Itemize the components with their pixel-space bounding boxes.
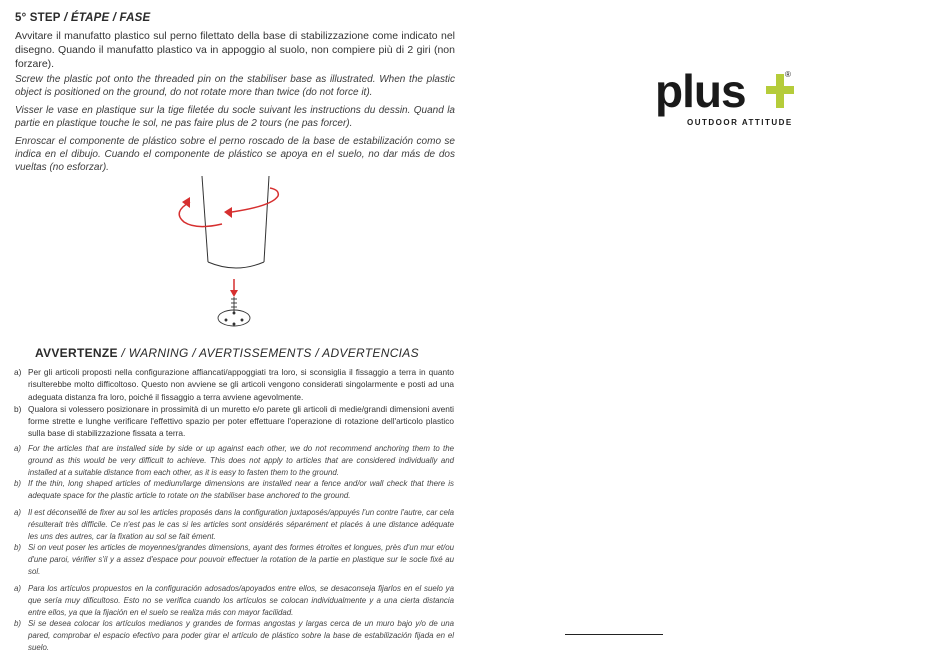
warnings-english xyxy=(14,443,454,502)
instruction-italian: Avvitare il manufatto plastico sul perno filettato della base di stabilizzazione come indicato nel disegno. Quando il manufatto plastico va in appoggio al suolo, non compiere più di 2 giri (non forzare). xyxy=(15,30,455,70)
note-text: Per gli articoli proposti nella configurazione affiancati/appoggiati tra loro, si sconsiglia il fissaggio a terra in quanto risulterebbe molto difficoltoso. Questo non avviene se gli articoli vengono considerati singolarmente e posti ad una adeguata distanza fra loro, poiché il fissaggio a terra avviene agevolmente. xyxy=(28,367,454,402)
note-label: b) xyxy=(14,403,22,414)
down-arrowhead xyxy=(230,290,238,297)
note-label: b) xyxy=(14,619,22,629)
note-text: If the thin, long shaped articles of medium/large dimensions are installed near a fence and/or wall check that there is adequate space for the plastic article to rotate on the stabiliser base anchored to the ground. xyxy=(28,479,454,501)
note-label: b) xyxy=(14,479,22,489)
warnings-title xyxy=(35,346,419,360)
step-number: 5° STEP xyxy=(15,12,61,24)
assembly-illustration xyxy=(160,172,290,332)
rotation-arrows xyxy=(179,188,278,227)
warnings-italian xyxy=(14,366,454,440)
instruction-spanish: Enroscar el componente de plástico sobre el perno roscado de la base de estabilización como se indica en el dibujo. Cuando el componente de plástico se apoya en el suelo, no dar más de dos vueltas (no esforzar). xyxy=(15,136,455,173)
note-item xyxy=(14,443,454,478)
step-title-translations: / ÉTAPE / FASE xyxy=(60,12,151,24)
note-item xyxy=(14,366,454,403)
warnings-french xyxy=(14,507,454,578)
note-item xyxy=(14,478,454,502)
note-text: Il est déconseillé de fixer au sol les articles proposés dans la configuration juxtaposés/appuyés l'un contre l'autre, car cela résulterait très difficile. Ce n'est pas le cas si les articles sont onsidérés séparément et placés à une distance adéquate les uns des autres, car la fixation au sol se fait ément. xyxy=(28,508,454,541)
note-label: a) xyxy=(14,367,22,377)
note-text: Si se desea colocar los artículos medianos y grandes de formas angostas y largas cerca de un muro bajo y/o de una pared, comprobar el espacio efectivo para poder girar el artículo de plástico sobre la base de estabilización fijada en el suelo. xyxy=(28,619,454,652)
note-item xyxy=(14,618,454,653)
registered-mark: ® xyxy=(785,70,791,79)
plus-icon xyxy=(766,74,794,108)
note-text: Para los artículos propuestos en la configuración adosados/apoyados entre ellos, se desaconseja fijarlos en el suelo ya que sería muy dificultoso. Esto no se verifica cuando los artículos se colocan individualmente y a una cierta distancia entre ellos, ya que la fijación en el suelo se realiza más con mayor facilidad. xyxy=(28,584,454,617)
warnings-title-translations: / WARNING / AVERTISSEMENTS / ADVERTENCIAS xyxy=(117,346,419,360)
logo-tagline: OUTDOOR ATTITUDE xyxy=(687,118,793,127)
note-item xyxy=(14,507,454,542)
note-item xyxy=(14,542,454,577)
note-item xyxy=(14,403,454,440)
note-label: a) xyxy=(14,444,22,453)
note-text: Qualora si volessero posizionare in prossimità di un muretto e/o parete gli articoli di medie/grandi dimensioni aventi forme strette e lunghe verificare l'effettivo spazio per poter effettuare l'operazione di rotazione dell'articolo plastico sulla base di stabilizzazione fissata a terra. xyxy=(28,403,454,439)
rotation-arrowhead-right xyxy=(224,207,232,218)
brand-logo xyxy=(655,65,800,132)
step-title xyxy=(15,12,150,24)
warnings-spanish xyxy=(14,583,454,654)
note-text: For the articles that are installed side by side or up against each other, we do not recommend anchoring them to the ground as this would be very difficult to achieve. This does not apply to articles that are considered individually and installed at a suitable distance from each other, as it is easy to fasten them to the ground. xyxy=(28,444,454,477)
pot-bottom xyxy=(208,262,264,268)
warnings-title-bold: AVVERTENZE xyxy=(35,346,118,360)
note-text: Si on veut poser les articles de moyennes/grandes dimensions, ayant des formes étroites et longues, près d'un mur et/ou d'une paroi, vérifier s'il y a assez d'espace pour pouvoir effectuer la rotation de la partie en plastique sur le socle fixé au sol. xyxy=(28,543,454,576)
logo-wordmark: plus xyxy=(655,65,746,117)
instruction-english: Screw the plastic pot onto the threaded pin on the stabiliser base as illustrated. When the plastic object is positioned on the ground, do not rotate more than twice (do not force it). xyxy=(15,74,455,98)
instruction-french: Visser le vase en plastique sur la tige filetée du socle suivant les instructions du dessin. Quand la partie en plastique touche le sol, ne pas faire plus de 2 tours (ne pas forcer). xyxy=(15,105,455,129)
note-label: a) xyxy=(14,584,22,593)
stabiliser-base xyxy=(218,297,250,326)
note-label: a) xyxy=(14,508,22,517)
note-item xyxy=(14,583,454,618)
pot-outline xyxy=(202,176,208,262)
note-label: b) xyxy=(14,543,22,553)
pot-outline-right xyxy=(264,176,269,262)
signature-rule xyxy=(565,634,663,635)
plus-horizontal xyxy=(766,86,794,94)
